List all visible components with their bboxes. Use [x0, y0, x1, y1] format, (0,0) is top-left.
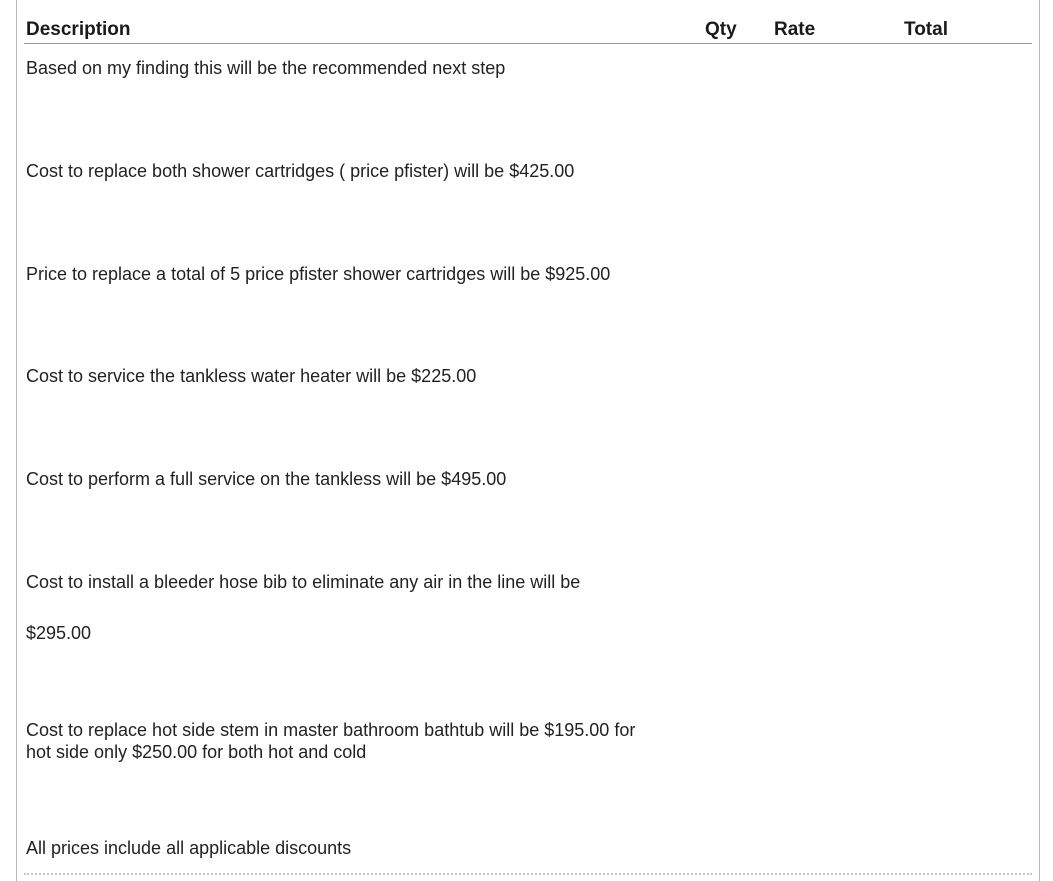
dotted-divider: [24, 873, 1032, 875]
description-line-tankless-full-service: Cost to perform a full service on the tankless will be $495.00: [26, 469, 507, 489]
description-line-discounts-note: All prices include all applicable discounts: [26, 838, 352, 858]
column-header-total: Total: [904, 19, 948, 40]
table-header: [24, 16, 1032, 44]
description-line-intro: Based on my finding this will be the recommended next step: [26, 58, 506, 78]
column-header-description: Description: [26, 19, 131, 40]
description-line-bleeder-price: $295.00: [26, 623, 92, 643]
column-header-rate: Rate: [774, 19, 816, 40]
description-line-tankless-service: Cost to service the tankless water heater will be $225.00: [26, 366, 477, 386]
description-line-shower-cartridges: Cost to replace both shower cartridges ( price pfister) will be $425.00: [26, 161, 575, 181]
description-line-bleeder-hose-bib: Cost to install a bleeder hose bib to eliminate any air in the line will be: [26, 572, 581, 592]
description-line-hot-side-stem: Cost to replace hot side stem in master bathroom bathtub will be $195.00 for hot side only $250.00 for both hot and cold: [26, 720, 636, 762]
description-line-five-cartridges: Price to replace a total of 5 price pfister shower cartridges will be $925.00: [26, 264, 611, 284]
column-header-qty: Qty: [705, 19, 737, 40]
